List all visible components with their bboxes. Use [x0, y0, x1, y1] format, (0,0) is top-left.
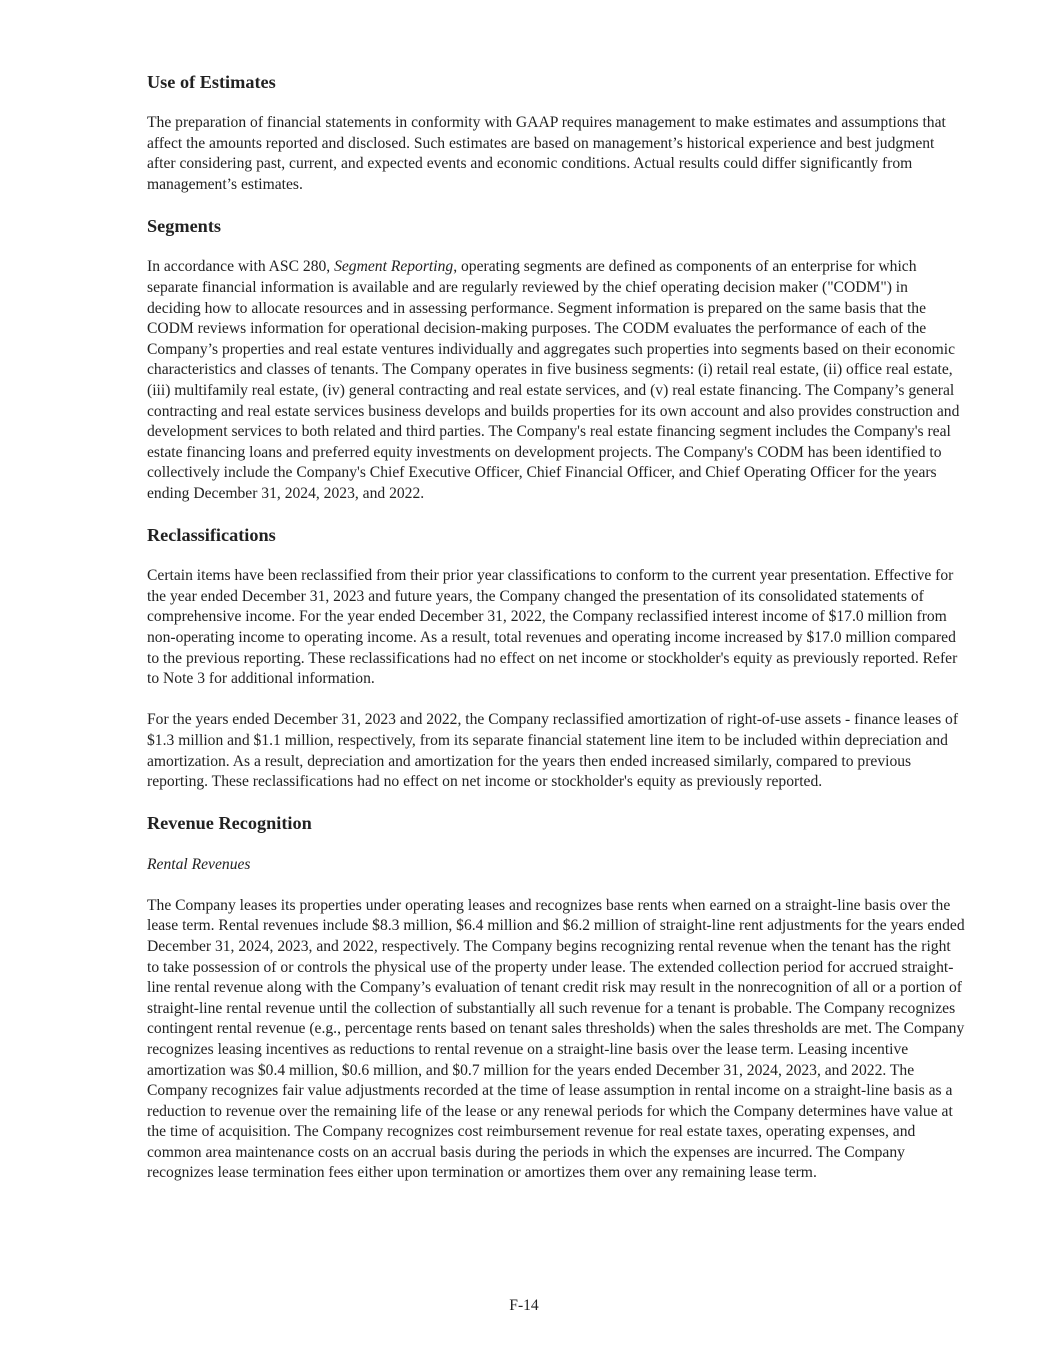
heading-revenue-recognition: Revenue Recognition	[147, 813, 312, 834]
reclassifications-paragraph-2: For the years ended December 31, 2023 and 2022, the Company reclassified amortization of right-of-use assets - finance leases of $1.3 million and $1.1 million, respectively, from its separate financial statement line item to be included within depreciation and amortization. As a result, depreciation and amortization for the years then ended increased similarly, compared to previous reporting. These reclassifications had no effect on net income or stockholder's equity as previously reported.	[147, 711, 959, 791]
segments-paragraph	[147, 257, 965, 504]
segments-italic-term: Segment Reporting	[334, 258, 454, 276]
heading-use-of-estimates: Use of Estimates	[147, 72, 276, 92]
rental-revenues-paragraph: The Company leases its properties under operating leases and recognizes base rents when earned on a straight-line basis over the lease term. Rental revenues include $8.3 million, $6.4 million and $6.2 million of straight-line rent adjustments for the years ended December 31, 2024, 2023, and 2022, respectively. The Company begins recognizing rental revenue when the tenant has the right to take possession of or controls the physical use of the property under lease. The extended collection period for accrued straight-line rental revenue along with the Company’s evaluation of tenant credit risk may result in the nonrecognition of all or a portion of straight-line rental revenue until the collection of substantially all such revenue for a tenant is probable. The Company recognizes contingent rental revenue (e.g., percentage rents based on tenant sales thresholds) when the sales thresholds are met. The Company recognizes leasing incentives as reductions to rental revenue on a straight-line basis over the lease term. Leasing incentive amortization was $0.4 million, $0.6 million, and $0.7 million for the years ended December 31, 2024, 2023, and 2022. The Company recognizes fair value adjustments recorded at the time of lease assumption in rental income on a straight-line basis as a reduction to revenue over the remaining life of the lease or any renewal periods for which the Company determines have value at the time of acquisition. The Company recognizes cost reimbursement revenue for real estate taxes, operating expenses, and common area maintenance costs on an accrual basis during the periods in which the expenses are incurred. The Company recognizes lease termination fees either upon termination or amortizes them over any remaining lease term.	[147, 896, 965, 1182]
reclassifications-paragraph-1: Certain items have been reclassified from their prior year classifications to conform to the current year presentation. Effective for the year ended December 31, 2023 and future years, the Company changed the presentation of its consolidated statements of comprehensive income. For the year ended December 31, 2022, the Company reclassified interest income of $17.0 million from non-operating income to operating income. As a result, total revenues and operating income increased by $17.0 million compared to the previous reporting. These reclassifications had no effect on net income or stockholder's equity as previously reported. Refer to Note 3 for additional information.	[147, 567, 958, 688]
subheading-rental-revenues: Rental Revenues	[147, 855, 251, 873]
segments-text-start: In accordance with ASC 280,	[147, 258, 335, 276]
document-body	[147, 72, 965, 1184]
heading-reclassifications: Reclassifications	[147, 525, 276, 546]
heading-segments: Segments	[147, 216, 222, 237]
segments-text-rest: , operating segments are defined as components of an enterprise for which separate financial information is available and are regularly reviewed by the chief operating decision maker ("CODM") in deciding how to allocate resources and in assessing performance. Segment information is prepared on the same basis that the CODM reviews information for operational decision-making purposes. The CODM evaluates the performance of each of the Company’s properties and real estate ventures individually and aggregates such properties into segments based on their economic characteristics and classes of tenants. The Company operates in five business segments: (i) retail real estate, (ii) office real estate, (iii) multifamily real estate, (iv) general contracting and real estate services, and (v) real estate financing. The Company’s general contracting and real estate services business develops and builds properties for its own account and also provides construction and development services to both related and third parties. The Company's real estate financing segment includes the Company's real estate financing loans and preferred equity investments on development projects. The Company's CODM has been identified to collectively include the Company's Chief Executive Officer, Chief Financial Officer, and Chief Operating Officer for the years ending December 31, 2024, 2023, and 2022.	[147, 258, 960, 502]
estimates-paragraph: The preparation of financial statements in conformity with GAAP requires management to make estimates and assumptions that affect the amounts reported and disclosed. Such estimates are based on management’s historical experience and best judgment after considering past, current, and expected events and economic conditions. Actual results could differ significantly from management’s estimates.	[147, 114, 946, 193]
page-number: F-14	[509, 1297, 539, 1314]
